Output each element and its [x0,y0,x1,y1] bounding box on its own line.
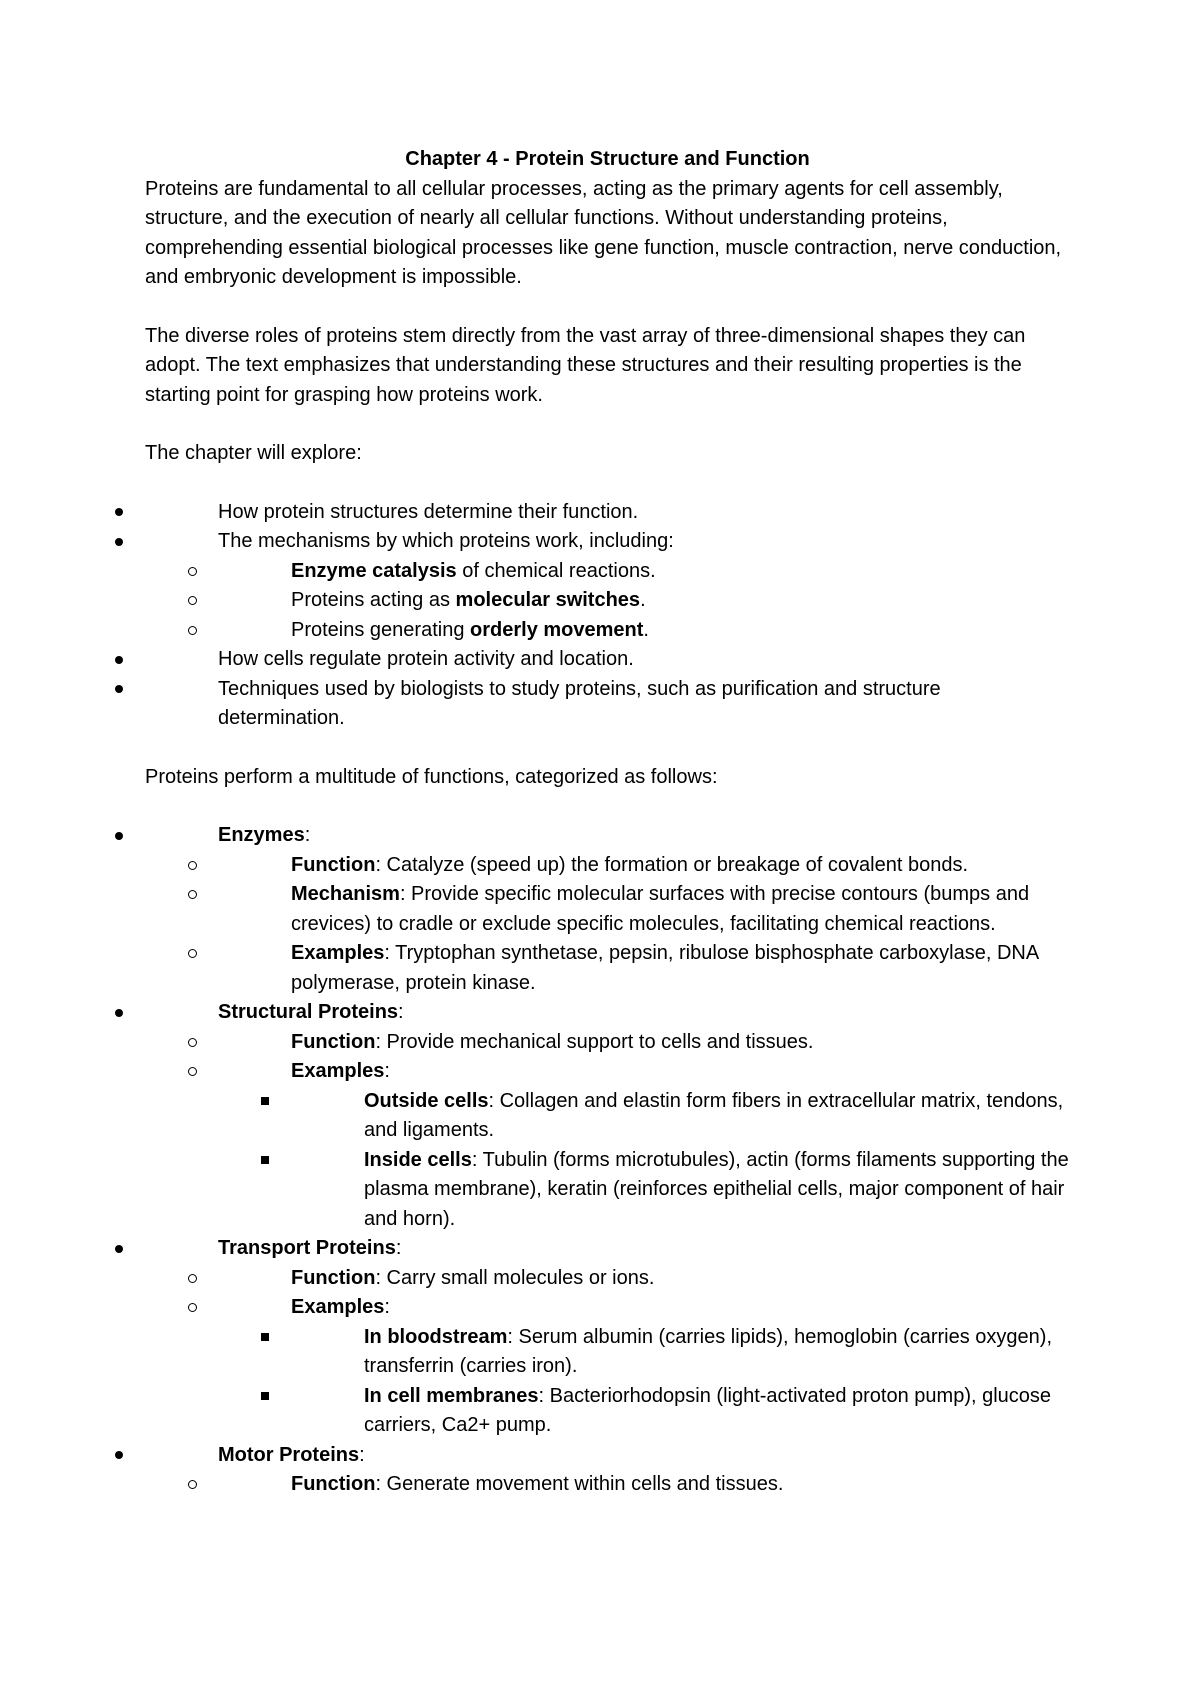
bullet-disc-icon [115,1451,123,1459]
list-item: In bloodstream: Serum albumin (carries lipids), hemoglobin (carries oxygen), transferrin (carries iron). [291,1323,1070,1382]
bullet-circle-icon [188,567,197,576]
bullet-circle-icon [188,890,197,899]
list-item: Proteins acting as molecular switches. [218,586,1070,616]
bullet-circle-icon [188,1067,197,1076]
bullet-disc-icon [115,656,123,664]
bullet-circle-icon [188,1303,197,1312]
list-item: How protein structures determine their function. [145,498,1070,528]
functions-list [145,821,1070,1500]
list-item: Examples: Tryptophan synthetase, pepsin, ribulose bisphosphate carboxylase, DNA polymerase, protein kinase. [218,939,1070,998]
list-item: Examples: Outside cells: Collagen and elastin form fibers in extracellular matrix, tendons, and ligaments. Inside cells: Tubulin (forms microtubules), actin (forms filaments supporting the plasma membrane), keratin (reinforces epithelial cells, major component of hair and horn). [218,1057,1070,1234]
category-enzymes: Enzymes: Function: Catalyze (speed up) the formation or breakage of covalent bonds. Mechanism: Provide specific molecular surfaces with precise contours (bumps and crevices) to cradle or exclude specific molecules, facilitating chemical reactions. Examples: Tryptophan synthetase, pepsin, ribulose bisphosphate carboxylase, DNA polymerase, protein kinase. [145,821,1070,998]
bullet-circle-icon [188,1038,197,1047]
list-item: In cell membranes: Bacteriorhodopsin (light-activated proton pump), glucose carriers, Ca2+ pump. [291,1382,1070,1441]
list-item: Inside cells: Tubulin (forms microtubules), actin (forms filaments supporting the plasma membrane), keratin (reinforces epithelial cells, major component of hair and horn). [291,1146,1070,1235]
list-item: Techniques used by biologists to study proteins, such as purification and structure determination. [145,675,1070,734]
list-item: Enzyme catalysis of chemical reactions. [218,557,1070,587]
list-item: Function: Carry small molecules or ions. [218,1264,1070,1294]
category-motor-proteins: Motor Proteins: Function: Generate movement within cells and tissues. [145,1441,1070,1500]
page-title: Chapter 4 - Protein Structure and Function [405,148,810,170]
explore-heading: The chapter will explore: [145,442,362,464]
bullet-square-icon [261,1156,269,1164]
list-item: Function: Generate movement within cells and tissues. [218,1470,1070,1500]
list-item: How cells regulate protein activity and location. [145,645,1070,675]
bullet-disc-icon [115,685,123,693]
bullet-disc-icon [115,1009,123,1017]
bullet-circle-icon [188,1274,197,1283]
list-item: Outside cells: Collagen and elastin form fibers in extracellular matrix, tendons, and ligaments. [291,1087,1070,1146]
list-item: Proteins generating orderly movement. [218,616,1070,646]
bullet-disc-icon [115,1245,123,1253]
intro-paragraph-1: Proteins are fundamental to all cellular processes, acting as the primary agents for cell assembly, structure, and the execution of nearly all cellular functions. Without understanding proteins, comprehending essential biological processes like gene function, muscle contraction, nerve conduction, and embryonic development is impossible. [145,177,1062,288]
bullet-circle-icon [188,861,197,870]
bullet-circle-icon [188,949,197,958]
bullet-circle-icon [188,626,197,635]
list-item: Function: Catalyze (speed up) the formation or breakage of covalent bonds. [218,851,1070,881]
category-structural-proteins: Structural Proteins: Function: Provide mechanical support to cells and tissues. Examples: Outside cells: Collagen and elastin form fibers in extracellular matrix, tendons, and ligaments. Inside cells: Tubulin (forms microtubules), actin (forms filaments supporting the plasma membrane), keratin (reinforces epithelial cells, major component of hair and horn). [145,998,1070,1234]
intro-paragraph-2: The diverse roles of proteins stem directly from the vast array of three-dimensional shapes they can adopt. The text emphasizes that understanding these structures and their resulting properties is the starting point for grasping how proteins work. [145,324,1026,406]
bullet-disc-icon [115,508,123,516]
list-item: Examples: In bloodstream: Serum albumin (carries lipids), hemoglobin (carries oxygen), transferrin (carries iron). In cell membranes: Bacteriorhodopsin (light-activated proton pump), glucose carriers, Ca2+ pump. [218,1293,1070,1441]
bullet-square-icon [261,1333,269,1341]
list-item: Function: Provide mechanical support to cells and tissues. [218,1028,1070,1058]
bullet-disc-icon [115,832,123,840]
list-item: Mechanism: Provide specific molecular surfaces with precise contours (bumps and crevices) to cradle or exclude specific molecules, facilitating chemical reactions. [218,880,1070,939]
explore-list [145,498,1070,734]
list-item: The mechanisms by which proteins work, including: Enzyme catalysis of chemical reactions. Proteins acting as molecular switches. Proteins generating orderly movement. [145,527,1070,645]
bullet-square-icon [261,1392,269,1400]
category-transport-proteins: Transport Proteins: Function: Carry small molecules or ions. Examples: In bloodstream: Serum albumin (carries lipids), hemoglobin (carries oxygen), transferrin (carries iron). In cell membranes: Bacteriorhodopsin (light-activated proton pump), glucose carriers, Ca2+ pump. [145,1234,1070,1441]
bullet-circle-icon [188,596,197,605]
bullet-disc-icon [115,538,123,546]
bullet-circle-icon [188,1480,197,1489]
bullet-square-icon [261,1097,269,1105]
functions-heading: Proteins perform a multitude of functions, categorized as follows: [145,765,718,788]
